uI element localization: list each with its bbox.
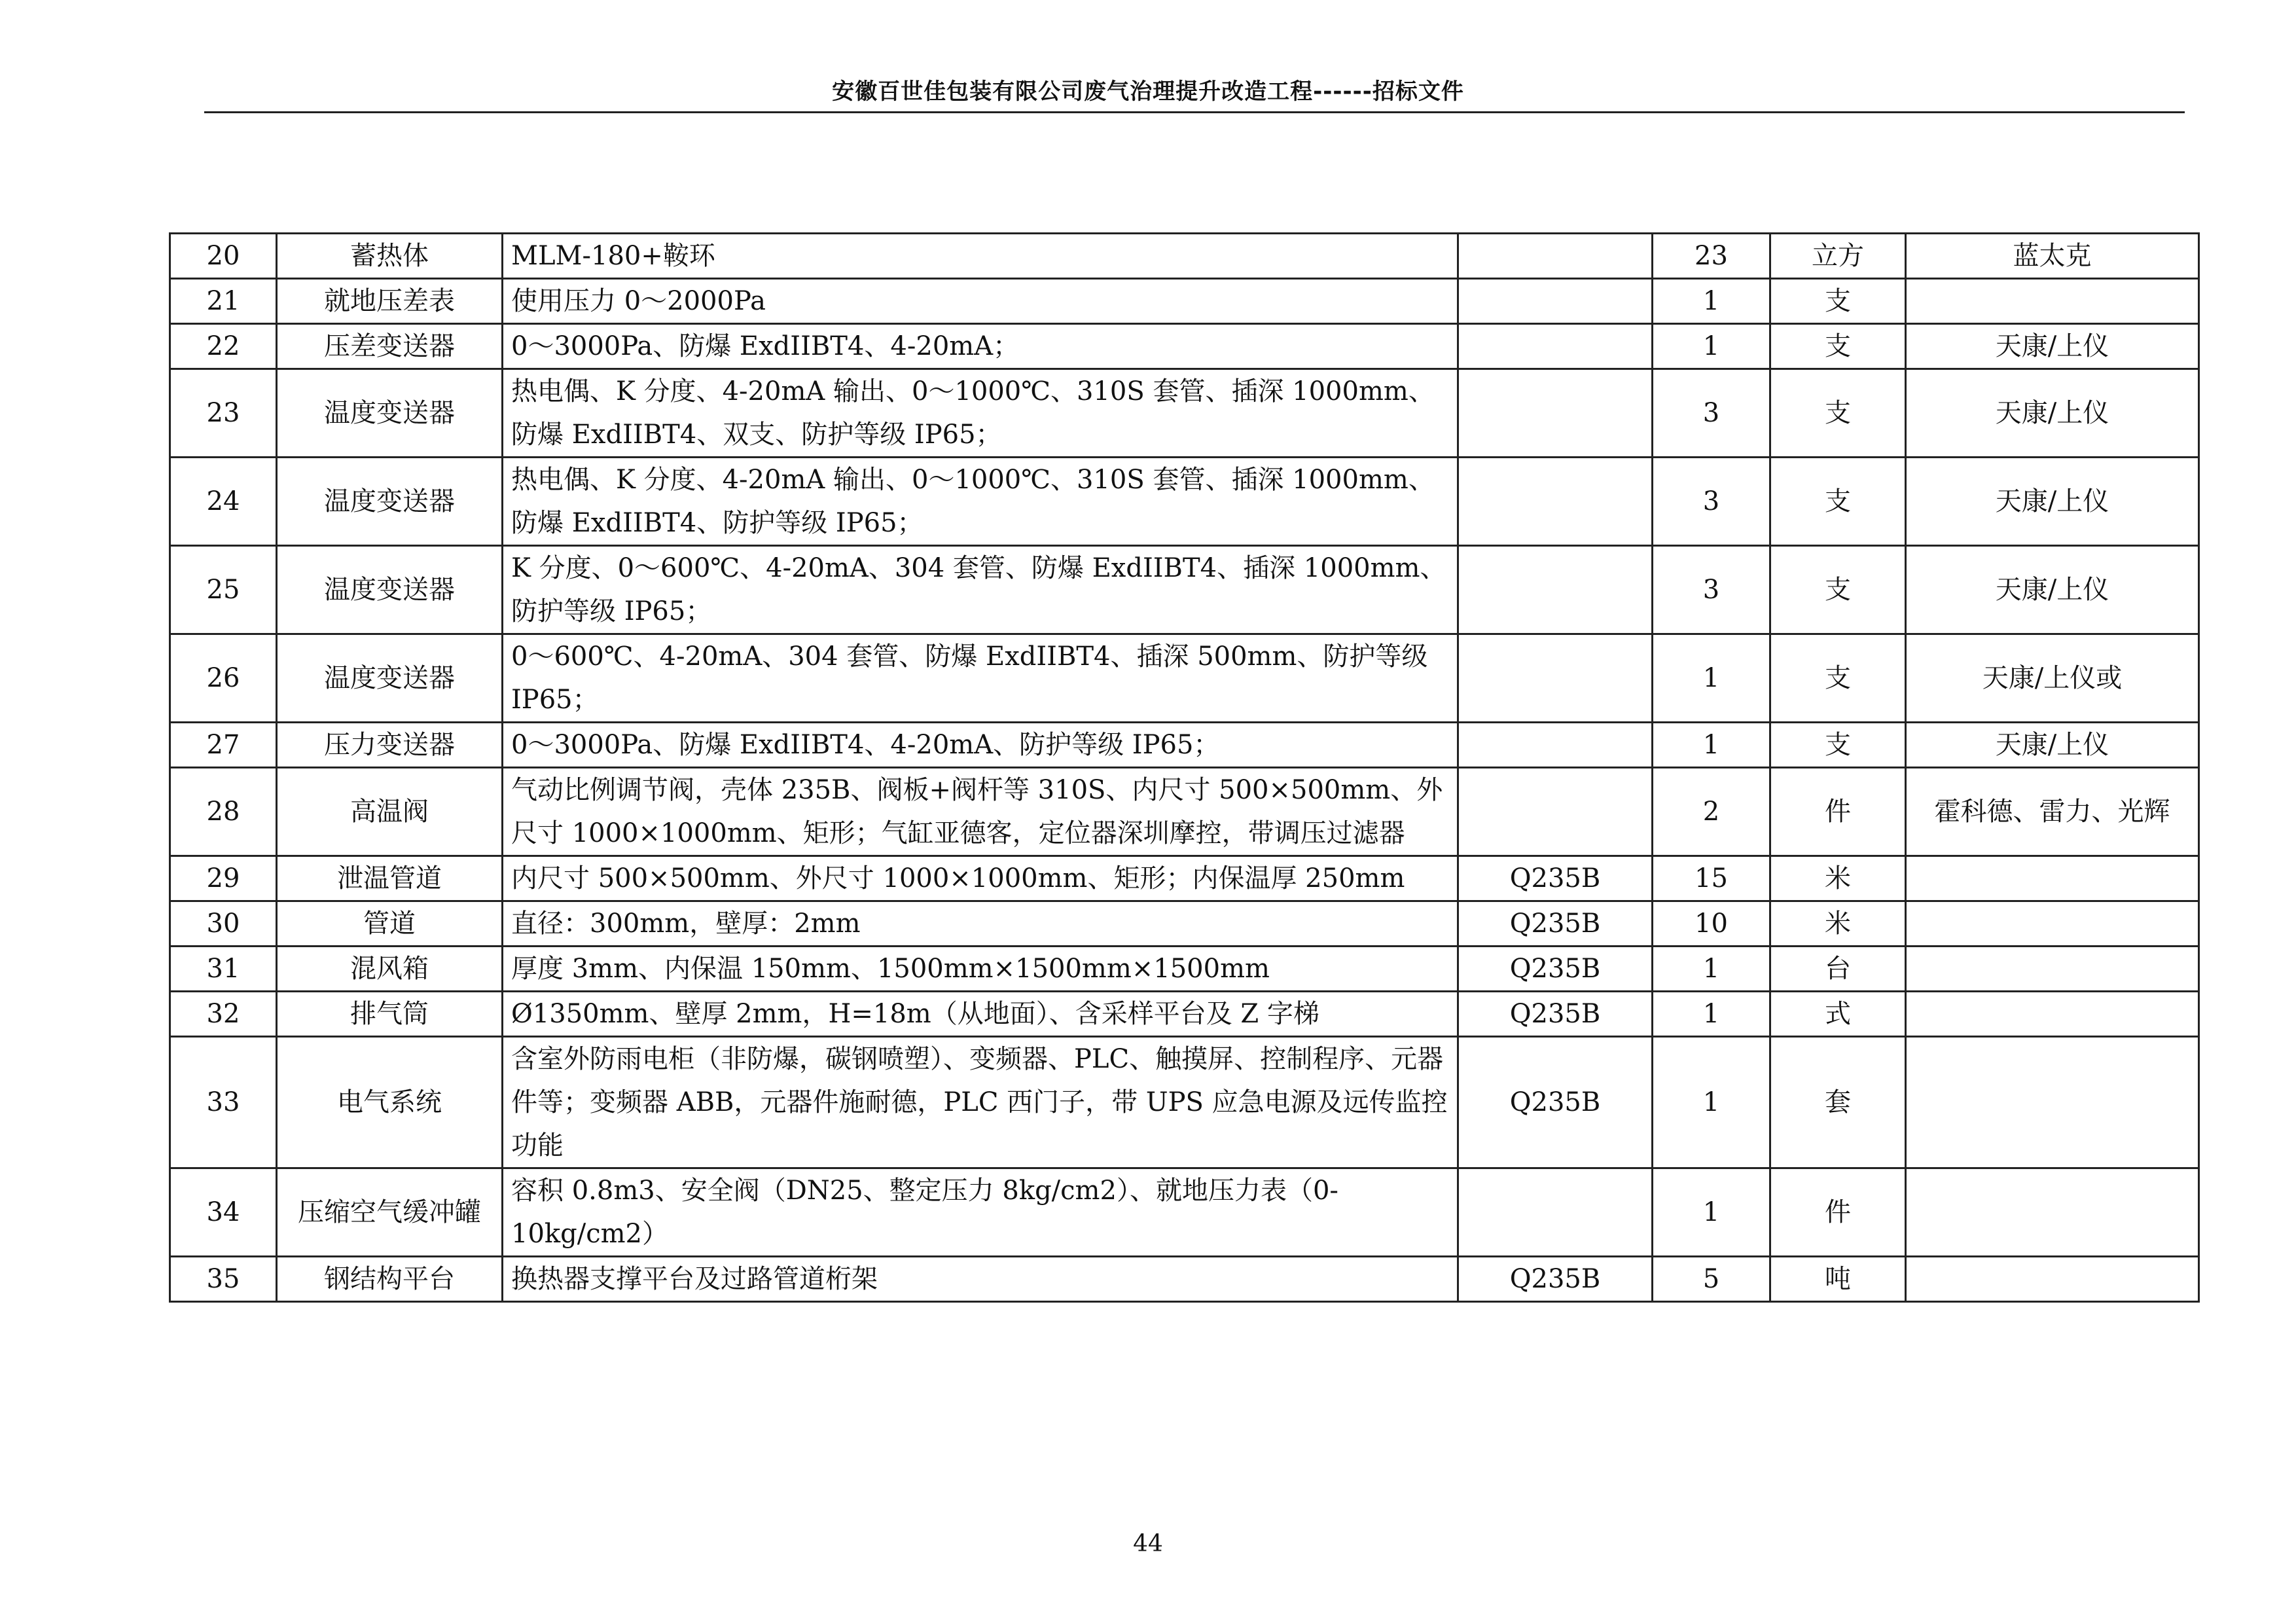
cell-material	[1458, 1168, 1653, 1257]
cell-qty: 1	[1653, 324, 1770, 369]
cell-material	[1458, 324, 1653, 369]
cell-no: 34	[170, 1168, 277, 1257]
cell-brand: 天康/上仪	[1906, 324, 2199, 369]
cell-no: 31	[170, 947, 277, 992]
table-row	[170, 279, 2199, 324]
cell-unit: 米	[1770, 856, 1906, 901]
cell-no: 24	[170, 458, 277, 546]
cell-name: 压差变送器	[277, 324, 503, 369]
cell-spec: 0～3000Pa、防爆 ExdIIBT4、4-20mA；	[503, 324, 1458, 369]
table-row	[170, 723, 2199, 768]
cell-spec: MLM-180+鞍环	[503, 234, 1458, 279]
cell-qty: 1	[1653, 1037, 1770, 1168]
cell-spec: 热电偶、K 分度、4-20mA 输出、0～1000℃、310S 套管、插深 1000mm、防爆 ExdIIBT4、双支、防护等级 IP65；	[503, 369, 1458, 458]
cell-brand: 蓝太克	[1906, 234, 2199, 279]
table-row	[170, 369, 2199, 458]
cell-brand: 天康/上仪	[1906, 546, 2199, 634]
cell-no: 25	[170, 546, 277, 634]
cell-material	[1458, 723, 1653, 768]
cell-no: 23	[170, 369, 277, 458]
cell-brand: 霍科德、雷力、光辉	[1906, 768, 2199, 856]
cell-material	[1458, 234, 1653, 279]
cell-brand	[1906, 1257, 2199, 1302]
cell-name: 就地压差表	[277, 279, 503, 324]
cell-unit: 套	[1770, 1037, 1906, 1168]
cell-no: 33	[170, 1037, 277, 1168]
cell-material: Q235B	[1458, 1037, 1653, 1168]
cell-unit: 支	[1770, 279, 1906, 324]
cell-material	[1458, 634, 1653, 723]
cell-name: 电气系统	[277, 1037, 503, 1168]
cell-material: Q235B	[1458, 947, 1653, 992]
cell-unit: 立方	[1770, 234, 1906, 279]
cell-brand	[1906, 901, 2199, 947]
cell-brand	[1906, 947, 2199, 992]
cell-material: Q235B	[1458, 1257, 1653, 1302]
cell-spec: 气动比例调节阀，壳体 235B、阀板+阀杆等 310S、内尺寸 500×500mm、外尺寸 1000×1000mm、矩形；气缸亚德客，定位器深圳摩控，带调压过滤器	[503, 768, 1458, 856]
cell-material	[1458, 458, 1653, 546]
table-row	[170, 324, 2199, 369]
cell-qty: 1	[1653, 992, 1770, 1037]
cell-spec: 0～3000Pa、防爆 ExdIIBT4、4-20mA、防护等级 IP65；	[503, 723, 1458, 768]
cell-qty: 1	[1653, 947, 1770, 992]
header-divider	[204, 111, 2185, 113]
cell-brand: 天康/上仪	[1906, 458, 2199, 546]
cell-spec: Ø1350mm、壁厚 2mm，H=18m（从地面）、含采样平台及 Z 字梯	[503, 992, 1458, 1037]
table-row	[170, 1037, 2199, 1168]
cell-unit: 件	[1770, 1168, 1906, 1257]
cell-spec: 热电偶、K 分度、4-20mA 输出、0～1000℃、310S 套管、插深 1000mm、防爆 ExdIIBT4、防护等级 IP65；	[503, 458, 1458, 546]
cell-material	[1458, 546, 1653, 634]
cell-material	[1458, 369, 1653, 458]
cell-brand: 天康/上仪	[1906, 723, 2199, 768]
cell-unit: 台	[1770, 947, 1906, 992]
cell-brand	[1906, 992, 2199, 1037]
cell-spec: 使用压力 0～2000Pa	[503, 279, 1458, 324]
cell-name: 温度变送器	[277, 546, 503, 634]
cell-name: 压力变送器	[277, 723, 503, 768]
cell-name: 排气筒	[277, 992, 503, 1037]
cell-spec: 内尺寸 500×500mm、外尺寸 1000×1000mm、矩形；内保温厚 250mm	[503, 856, 1458, 901]
table-row	[170, 768, 2199, 856]
cell-unit: 吨	[1770, 1257, 1906, 1302]
cell-unit: 支	[1770, 546, 1906, 634]
table-row	[170, 992, 2199, 1037]
table-row	[170, 947, 2199, 992]
table-row	[170, 1168, 2199, 1257]
cell-name: 钢结构平台	[277, 1257, 503, 1302]
page-number: 44	[1133, 1530, 1163, 1557]
table-row	[170, 856, 2199, 901]
cell-spec: 换热器支撑平台及过路管道桁架	[503, 1257, 1458, 1302]
equipment-table	[169, 232, 2200, 1303]
cell-brand	[1906, 856, 2199, 901]
cell-name: 压缩空气缓冲罐	[277, 1168, 503, 1257]
cell-spec: 0～600℃、4-20mA、304 套管、防爆 ExdIIBT4、插深 500mm、防护等级 IP65；	[503, 634, 1458, 723]
cell-name: 温度变送器	[277, 369, 503, 458]
cell-qty: 2	[1653, 768, 1770, 856]
equipment-table-body	[170, 234, 2199, 1302]
cell-spec: 直径：300mm，壁厚：2mm	[503, 901, 1458, 947]
cell-unit: 支	[1770, 634, 1906, 723]
cell-spec: 含室外防雨电柜（非防爆，碳钢喷塑）、变频器、PLC、触摸屏、控制程序、元器件等；变频器 ABB，元器件施耐德，PLC 西门子，带 UPS 应急电源及远传监控功能	[503, 1037, 1458, 1168]
cell-material	[1458, 768, 1653, 856]
cell-material: Q235B	[1458, 901, 1653, 947]
cell-qty: 1	[1653, 723, 1770, 768]
cell-name: 管道	[277, 901, 503, 947]
cell-name: 温度变送器	[277, 458, 503, 546]
cell-brand: 天康/上仪	[1906, 369, 2199, 458]
cell-no: 32	[170, 992, 277, 1037]
cell-brand	[1906, 1037, 2199, 1168]
cell-qty: 23	[1653, 234, 1770, 279]
cell-qty: 10	[1653, 901, 1770, 947]
table-row	[170, 234, 2199, 279]
cell-qty: 1	[1653, 1168, 1770, 1257]
cell-brand	[1906, 1168, 2199, 1257]
cell-spec: 厚度 3mm、内保温 150mm、1500mm×1500mm×1500mm	[503, 947, 1458, 992]
cell-qty: 15	[1653, 856, 1770, 901]
cell-qty: 1	[1653, 634, 1770, 723]
cell-brand	[1906, 279, 2199, 324]
cell-qty: 3	[1653, 458, 1770, 546]
cell-spec: 容积 0.8m3、安全阀（DN25、整定压力 8kg/cm2）、就地压力表（0-10kg/cm2）	[503, 1168, 1458, 1257]
cell-spec: K 分度、0～600℃、4-20mA、304 套管、防爆 ExdIIBT4、插深 1000mm、防护等级 IP65；	[503, 546, 1458, 634]
cell-no: 30	[170, 901, 277, 947]
table-row	[170, 458, 2199, 546]
cell-unit: 米	[1770, 901, 1906, 947]
cell-unit: 件	[1770, 768, 1906, 856]
table-row	[170, 1257, 2199, 1302]
cell-qty: 3	[1653, 546, 1770, 634]
cell-qty: 5	[1653, 1257, 1770, 1302]
cell-name: 泄温管道	[277, 856, 503, 901]
cell-no: 20	[170, 234, 277, 279]
cell-unit: 支	[1770, 458, 1906, 546]
cell-unit: 支	[1770, 723, 1906, 768]
cell-brand: 天康/上仪或	[1906, 634, 2199, 723]
cell-no: 29	[170, 856, 277, 901]
cell-material	[1458, 279, 1653, 324]
cell-unit: 支	[1770, 369, 1906, 458]
cell-unit: 式	[1770, 992, 1906, 1037]
cell-name: 混风箱	[277, 947, 503, 992]
cell-no: 21	[170, 279, 277, 324]
cell-unit: 支	[1770, 324, 1906, 369]
cell-name: 蓄热体	[277, 234, 503, 279]
cell-no: 28	[170, 768, 277, 856]
document-header-title: 安徽百世佳包装有限公司废气治理提升改造工程------招标文件	[832, 79, 1464, 105]
table-row	[170, 546, 2199, 634]
cell-no: 22	[170, 324, 277, 369]
cell-qty: 1	[1653, 279, 1770, 324]
table-row	[170, 901, 2199, 947]
cell-name: 高温阀	[277, 768, 503, 856]
cell-name: 温度变送器	[277, 634, 503, 723]
cell-material: Q235B	[1458, 992, 1653, 1037]
cell-no: 26	[170, 634, 277, 723]
cell-no: 27	[170, 723, 277, 768]
cell-material: Q235B	[1458, 856, 1653, 901]
table-row	[170, 634, 2199, 723]
cell-qty: 3	[1653, 369, 1770, 458]
cell-no: 35	[170, 1257, 277, 1302]
